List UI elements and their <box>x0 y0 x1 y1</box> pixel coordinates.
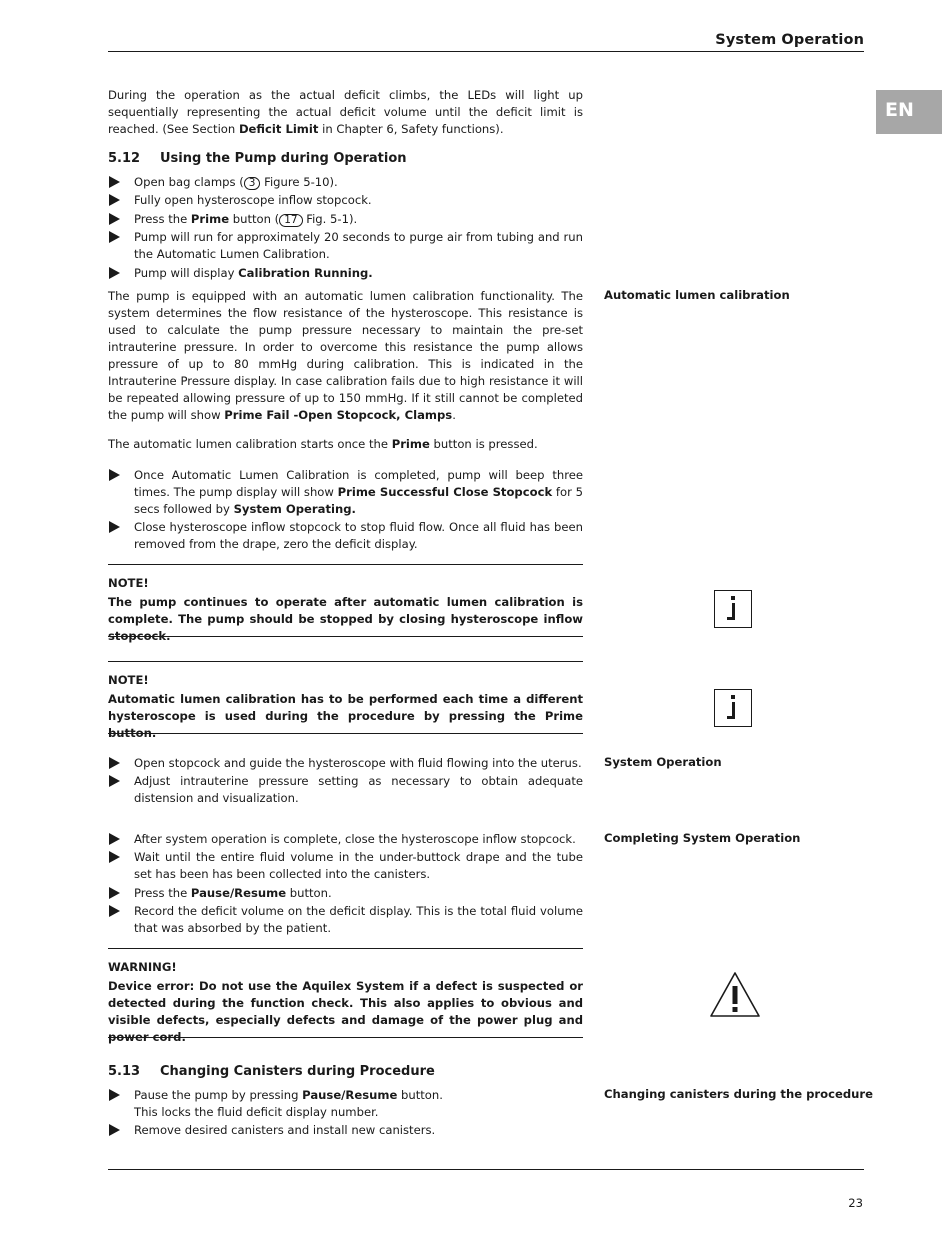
pump-steps-list <box>108 174 583 283</box>
list-item: Once Automatic Lumen Calibration is completed, pump will beep three times. The pump display will show Prime Successful Close Stopcock for 5 secs followed by System Operating. <box>108 467 583 518</box>
list-item: Adjust intrauterine pressure setting as necessary to obtain adequate distension and visualization. <box>108 773 583 807</box>
callout-ref: 17 <box>279 214 302 227</box>
info-icon <box>714 689 752 727</box>
intro-text-end: in Chapter 6, Safety functions). <box>318 122 504 136</box>
warning-heading: WARNING! <box>108 960 177 974</box>
list-item: Open bag clamps ( 3 Figure 5-10). <box>108 174 583 191</box>
list-item: Remove desired canisters and install new canisters. <box>108 1122 583 1139</box>
list-item: Record the deficit volume on the deficit display. This is the total fluid volume that was absorbed by the patient. <box>108 903 583 937</box>
list-item: Pump will run for approximately 20 seconds to purge air from tubing and run the Automatic Lumen Calibration. <box>108 229 583 263</box>
note-rule-top <box>108 564 583 565</box>
callout-ref: 3 <box>244 177 261 190</box>
side-label-system-operation: System Operation <box>604 755 722 769</box>
section-number: 5.13 <box>108 1064 141 1079</box>
side-label-changing-canisters: Changing canisters during the procedure <box>604 1087 873 1101</box>
page-number: 23 <box>848 1196 863 1210</box>
list-item: Close hysteroscope inflow stopcock to stop fluid flow. Once all fluid has been removed from the drape, zero the deficit display. <box>108 519 583 553</box>
section-number: 5.12 <box>108 151 141 166</box>
completing-list <box>108 831 583 939</box>
intro-text: During the operation as the actual deficit climbs, the LEDs will light up sequentially representing the actual deficit volume until the deficit limit is reached. (See Section <box>108 88 583 136</box>
list-item: Press the Pause/Resume button. <box>108 885 583 902</box>
warning-box <box>108 959 583 1046</box>
warning-text: Device error: Do not use the Aquilex System if a defect is suspected or detected during the function check. This also applies to obvious and visible defects, especially defects and damage of the power plug and power cord. <box>108 979 583 1044</box>
list-item: Pump will display Calibration Running. <box>108 265 583 282</box>
note-box-2 <box>108 672 583 742</box>
note-rule-bottom <box>108 636 583 637</box>
header-rule <box>108 51 864 52</box>
language-tab: EN <box>876 90 942 134</box>
side-label-completing: Completing System Operation <box>604 831 801 845</box>
warning-rule-top <box>108 948 583 949</box>
note-rule-bottom <box>108 733 583 734</box>
intro-bold: Deficit Limit <box>238 122 319 136</box>
note-rule-top <box>108 661 583 662</box>
warning-rule-bottom <box>108 1037 583 1038</box>
note-heading: NOTE! <box>108 673 149 687</box>
calibration-paragraph: The pump is equipped with an automatic lumen calibration functionality. The system determines the flow resistance of the hysteroscope. This resistance is used to calculate the pump pressure necessary to maintain the pre-set intrauterine pressure. In order to overcome this resistance the pump allows pressure of up to 80 mmHg during calibration. This is indicated in the Intrauterine Pressure display. In case calibration fails due to high resistance it will be repeated allowing pressure of up to 150 mmHg. If it still cannot be completed the pump will show Prime Fail -Open Stopcock, Clamps. <box>108 289 583 422</box>
section-title: Using the Pump during Operation <box>160 151 407 166</box>
list-item: Fully open hysteroscope inflow stopcock. <box>108 192 583 209</box>
page-header-title: System Operation <box>715 32 864 48</box>
note-text: The pump continues to operate after automatic lumen calibration is complete. The pump should be stopped by closing hysteroscope inflow stopcock. <box>108 595 583 643</box>
list-item: After system operation is complete, close the hysteroscope inflow stopcock. <box>108 831 583 848</box>
list-item: Pause the pump by pressing Pause/Resume button. This locks the fluid deficit display number. <box>108 1087 583 1121</box>
info-icon <box>714 590 752 628</box>
calibration-start-paragraph: The automatic lumen calibration starts once the Prime button is pressed. <box>108 437 538 451</box>
system-operation-list <box>108 755 583 809</box>
section-heading-5-13 <box>108 1064 435 1079</box>
section-heading-5-12 <box>108 151 407 166</box>
changing-canisters-list <box>108 1087 583 1141</box>
side-label-calibration: Automatic lumen calibration <box>604 288 790 302</box>
list-item: Wait until the entire fluid volume in the under-buttock drape and the tube set has been has been collected into the canisters. <box>108 849 583 883</box>
list-item: Press the Prime button ( 17 Fig. 5-1). <box>108 211 583 228</box>
note-box-1 <box>108 575 583 645</box>
calibration-steps-list <box>108 467 583 555</box>
intro-paragraph <box>108 87 583 138</box>
section-title: Changing Canisters during Procedure <box>160 1064 435 1079</box>
footer-rule <box>108 1169 864 1170</box>
note-heading: NOTE! <box>108 576 149 590</box>
list-item: Open stopcock and guide the hysteroscope with fluid flowing into the uterus. <box>108 755 583 772</box>
note-text: Automatic lumen calibration has to be performed each time a different hysteroscope is used during the procedure by pressing the Prime button. <box>108 692 583 740</box>
warning-triangle-icon <box>709 970 761 1018</box>
